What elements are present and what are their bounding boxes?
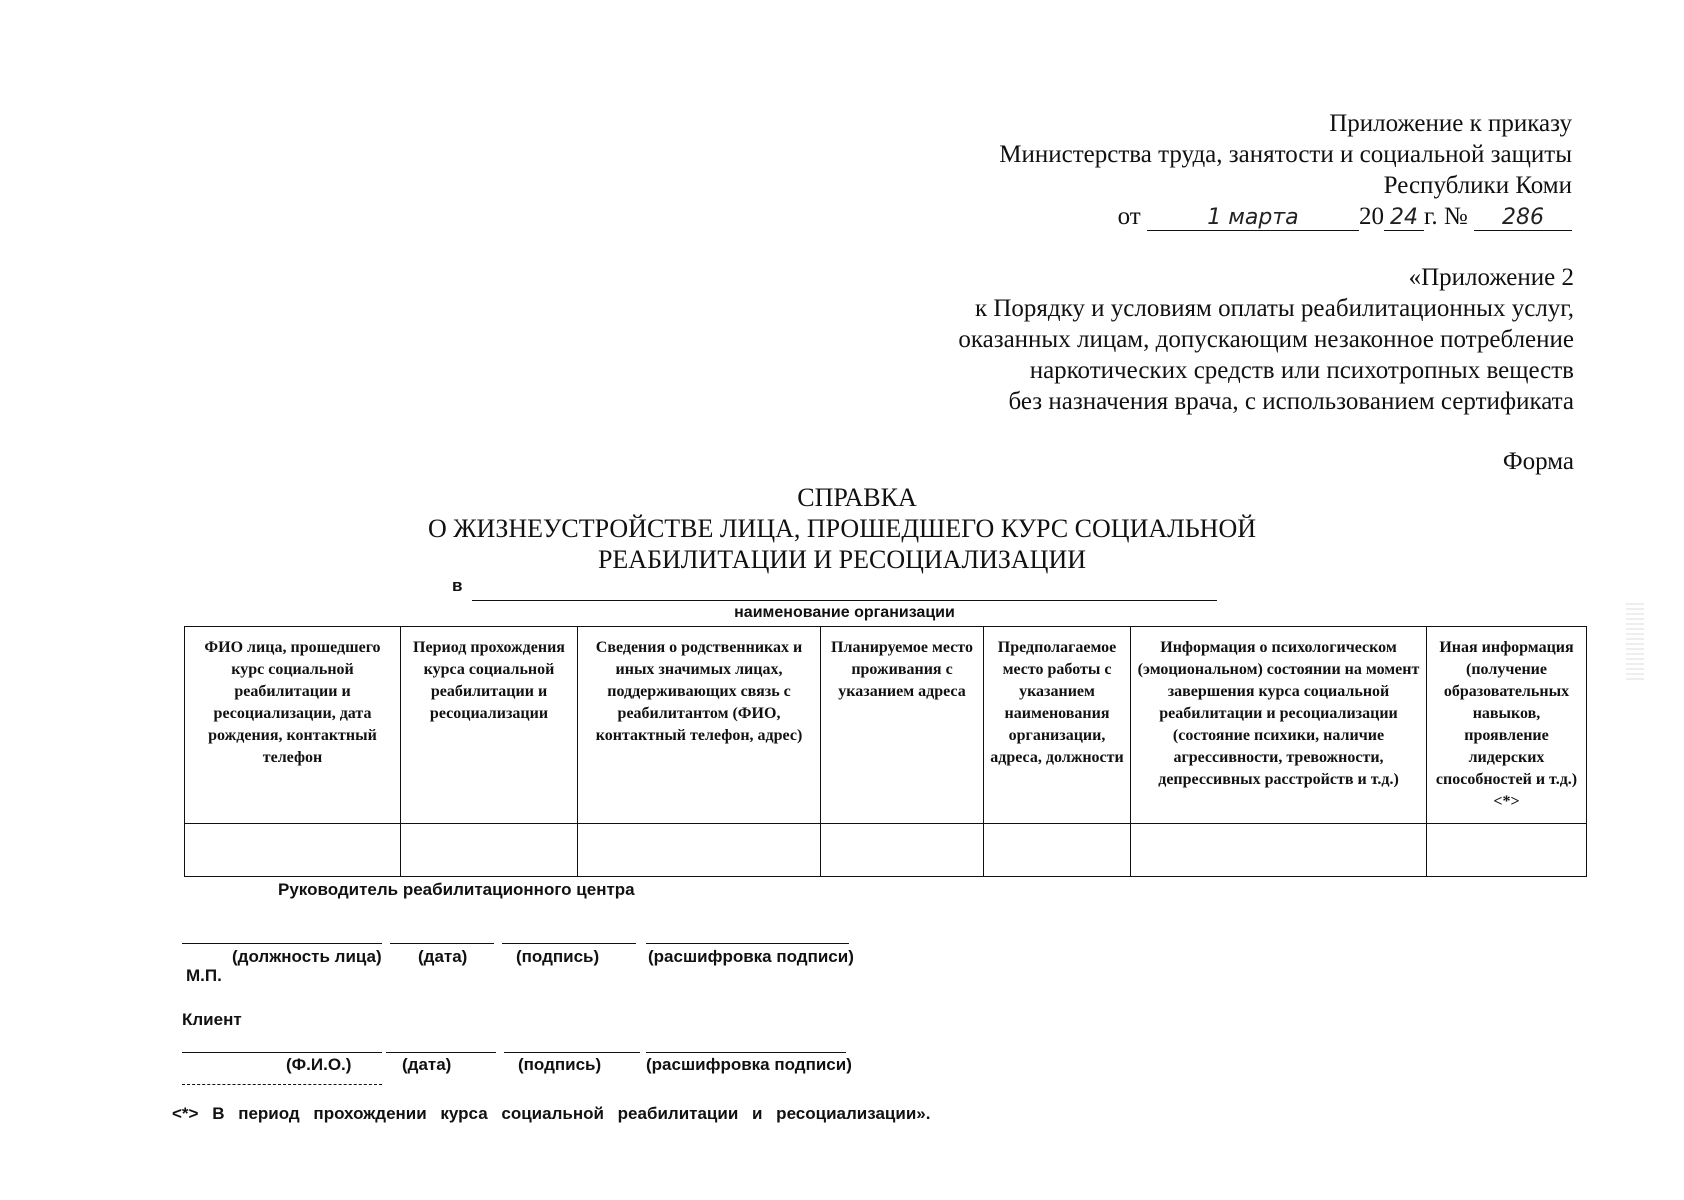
- table-header-row: [185, 627, 1587, 824]
- table-cell-fio[interactable]: [185, 824, 401, 877]
- head-decoding-line[interactable]: [646, 943, 849, 944]
- client-signature-line[interactable]: [504, 1052, 640, 1053]
- appendix-line-3: оказанных лицам, допускающим незаконное потребление: [958, 326, 1574, 353]
- order-prefix: от: [1117, 203, 1141, 230]
- title-line-1: СПРАВКА: [797, 483, 917, 512]
- head-position-caption: (должность лица): [232, 947, 382, 966]
- client-date-caption: (дата): [402, 1055, 452, 1074]
- order-date: 1 марта: [1147, 206, 1359, 231]
- head-decoding-caption: (расшифровка подписи): [648, 947, 854, 966]
- info-table: [184, 626, 1587, 877]
- org-caption: наименование организации: [734, 604, 955, 621]
- column-header-fio: ФИО лица, прошедшего курс социальной реабилитации и ресоциализации, дата рождения, контактный телефон: [185, 627, 401, 824]
- appendix-line-5: без назначения врача, с использованием сертификата: [1008, 388, 1574, 415]
- stamp-label: М.П.: [186, 966, 222, 985]
- header-line-3: Республики Коми: [1383, 172, 1572, 199]
- head-position-line[interactable]: [182, 943, 382, 944]
- column-header-period: Период прохождения курса социальной реабилитации и ресоциализации: [401, 627, 578, 824]
- order-year-suffix: г. №: [1423, 203, 1468, 230]
- table-cell-psychology[interactable]: [1131, 824, 1427, 877]
- client-caption: Клиент: [182, 1010, 242, 1029]
- column-header-other: Иная информация (получение образовательных навыков, проявление лидерских способностей и т.д.) <*>: [1427, 627, 1587, 824]
- client-date-line[interactable]: [386, 1052, 496, 1053]
- client-name-line[interactable]: [182, 1052, 382, 1053]
- client-dashed-line: [182, 1084, 382, 1085]
- org-name-field[interactable]: [472, 600, 1217, 601]
- table-cell-period[interactable]: [401, 824, 578, 877]
- table-cell-work[interactable]: [984, 824, 1131, 877]
- appendix-line-4: наркотических средств или психотропных веществ: [1029, 357, 1574, 384]
- table-cell-other[interactable]: [1427, 824, 1587, 877]
- header-line-1: Приложение к приказу: [1329, 110, 1572, 137]
- title-line-2: О ЖИЗНЕУСТРОЙСТВЕ ЛИЦА, ПРОШЕДШЕГО КУРС СОЦИАЛЬНОЙ: [427, 514, 1257, 543]
- head-signature-line[interactable]: [502, 943, 636, 944]
- client-name-caption: (Ф.И.О.): [286, 1055, 352, 1074]
- order-header: [999, 108, 1572, 232]
- head-date-line[interactable]: [390, 943, 494, 944]
- order-reference: [999, 201, 1572, 232]
- order-year: 24: [1384, 206, 1424, 231]
- appendix-header: [958, 262, 1574, 417]
- table-cell-residence[interactable]: [821, 824, 984, 877]
- table-cell-relatives[interactable]: [578, 824, 821, 877]
- appendix-line-2: к Порядку и условиям оплаты реабилитационных услуг,: [974, 295, 1574, 322]
- form-label: Форма: [1502, 448, 1574, 475]
- org-prefix: в: [452, 576, 463, 595]
- title-line-3: РЕАБИЛИТАЦИИ И РЕСОЦИАЛИЗАЦИИ: [597, 545, 1087, 574]
- order-year-prefix: 20: [1358, 203, 1384, 230]
- head-signature-caption: (подпись): [516, 947, 600, 966]
- footnote: <*> В период прохождении курса социальной реабилитации и ресоциализации».: [172, 1104, 931, 1123]
- head-date-caption: (дата): [418, 947, 468, 966]
- appendix-line-1: «Приложение 2: [1408, 264, 1574, 291]
- column-header-psychology: Информация о психологическом (эмоциональном) состоянии на момент завершения курса социальной реабилитации и ресоциализации (состояние психики, наличие агрессивности, тревожности, депрессивных расстройств и т.д.): [1131, 627, 1427, 824]
- column-header-work: Предполагаемое место работы с указанием наименования организации, адреса, должности: [984, 627, 1131, 824]
- column-header-relatives: Сведения о родственниках и иных значимых лицах, поддерживающих связь с реабилитантом (ФИО, контактный телефон, адрес): [578, 627, 821, 824]
- client-signature-caption: (подпись): [518, 1055, 602, 1074]
- scan-artifact: [1626, 600, 1644, 680]
- client-decoding-line[interactable]: [646, 1052, 846, 1053]
- document-title: [0, 482, 1684, 575]
- head-caption: Руководитель реабилитационного центра: [278, 880, 635, 899]
- header-line-2: Министерства труда, занятости и социальной защиты: [999, 141, 1572, 168]
- table-row: [185, 824, 1587, 877]
- column-header-residence: Планируемое место проживания с указанием адреса: [821, 627, 984, 824]
- order-number: 286: [1474, 206, 1572, 231]
- client-decoding-caption: (расшифровка подписи): [646, 1055, 852, 1074]
